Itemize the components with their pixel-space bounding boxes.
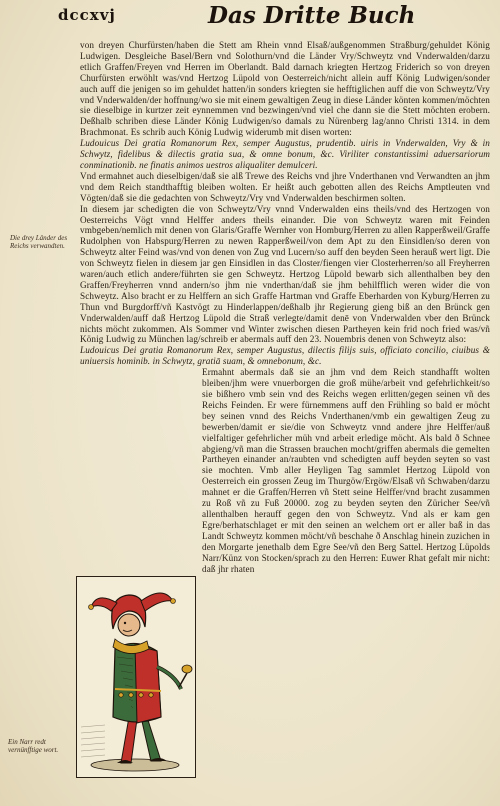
page-title: Das Dritte Buch <box>208 2 416 29</box>
bell <box>129 693 133 697</box>
jester-eye <box>124 622 126 624</box>
paragraph: Ermahnt abermals daß sie an jhm vnd dem Reich standhafft wolten bleiben/jhm were vnuerborgen die groß mühe/arbeit vnd gefehrlichkeit/so sie bißhero vmb sein vnd des Reichs wegen erlitten/gegen seinen vñ des Reichs Feinden. Er were fürnemmens auff den Frühling so bald er möcht bey seinen vnnd des Reichs Vnderthanen/vmb ein gewaltigen Zeug zu bewerben/damit er sie/die von Schweytz vnnd andere jhre Helffer/auß vielfaltiger gefehrlicher müh vnd arbeit erledige möcht. Als bald ð Schnee abgieng/vñ man die Strassen brauchen mocht/griffen abermals die gemelten Partheyen einander an/raubten vnd schedigten auff beyden seyten so vast sie mochten. Vmb aller Heyligen Tag sammlet Hertzog Lüpold von Oesterreich ein grossen Zeug im Thurgöw/Ergöw/Elsaß vñ Schwaben/darzu mahnet er die Graffen/Herren vñ Stett seine Helffer/vnd bracht zusammen zu Roß vñ zu Fuß 20000. zog zu beyden seyten den Züricher See/vñ allenthalben herauff gegen den von Schweytz. Vnd als er kam gen Egre/berhatschlaget er mit den seinen an welchem ort er aller baß in das Landt Schweytz kommen möcht/vñ beschahe ð Anschlag hinein zuzichen in den Morgarte jenethalb dem Egre See/vñ den Berg Sattel. Hertzog Lüpolds Narr/Künz von Stocken/sprach zu den Herren: Euwer Rhat gefalt mir nicht: daß jhr rhaten <box>202 367 490 574</box>
hood-bell <box>171 599 176 604</box>
paragraph: Vnd ermahnet auch dieselbigen/daß sie alß Trewe des Reichs vnd jhre Vnderthanen vnd Verwandten an jhm vnd dem Reich standthafftig bleiben wolten. Er heißt auch gebotten allen des Reichs Amptleuten vnd Vögten/daß sie die gedachten von Schweytz/Vry vnd Vnderwalden beschirmen solten. <box>80 170 490 203</box>
jester-face <box>118 614 140 636</box>
page-header <box>58 2 488 38</box>
marginal-note: Ein Narr redt vernünfftige wort. <box>8 738 59 754</box>
paragraph: In diesem jar schedigten die von Schweytz/Vry vnnd Vnderwalden eins theils/vnd des Hertzogen von Oesterreichs Vögt vnnd Helffer anders theils einander. Die von Schweytz waren mit Feinden vmbgeben/nemlich mit denen von Glaris/Graffe Wernher von Homburg/Herren zu allen Rapperßweil/Graffe Rudolphen von Habspurg/Herren zu newen Rapperßweil/von dem Apt zu den Einsidlen/so deren von Schweytz alter Feind was/vnd von denen von Zug vnd Lucern/so auff den beyden Seen herauß wert ligt. Die von Schweytz fielen in diesem jar gen Einsidlen in das Closter/fiengen vier Closterherren/so all Freyherren waren/auch etlich andere/führten sie gen Schweytz. Hertzog Lüpold bewarb sich allenthalben bey den Graffen/Freyherren vnnd andern/so jhm nie vnderthan/daß sie jhm behilfflich weren wider die von Schweytz. Also bracht er zu Helffern an sich Graffe Hartman vnd Graffe Eberharden von Kyburg/Herren zu Thun vnd Burgdorff/vñ Kastvögt zu Hinderlappen/deßhalb jhr Regierung gieng biß an den Brünck gen Vnderwalden/auff daß Hertzog Lüpold die Straß verlegte/damit denē von Vnderwalden vber den Brünck nichts möcht zukommen. Als Sommer vnd Winter zwischen diesen Partheyen kein frid noch fried was/vñ König Ludwig zu München lag/schreib er abermals auff den 23. Nouembris denen von Schweytz also: <box>80 203 490 345</box>
bell <box>119 693 123 697</box>
paragraph: von dreyen Churfürsten/haben die Stett am Rhein vnnd Elsaß/außgenommen Straßburg/gehuldet König Ludwigen. Desgleiche Basel/Bern vnd Solothurn/vnd die Länder Vry/Schweytz vnd Vnderwalden/darzu etlich Graffen/Freyen vnd Herren im Oberlandt. Bald darnach kriegten Hertzog Friderich so von dreyen Churfürsten erwöhlt was/vnd Hertzog Lüpold von Oesterreich/nicht allein auff König Ludwigen/sonder auch auff die jenigen so im gehuldet hatten/in sonders kriegten sie hefftiglichen auff die von Schweytz/Vry vnd Vnderwalden/der hoffnung/wo sie mit einem gewaltigen Zeug in diese Länder könten kommen/möchten sie dieselbige in kurtzer zeit eynnemmen vnd bezwingen/vnd viel che dann sie die Stett möchten erobern. Deßhalb schriben diese Länder König Ludwigen/so damals zu Nürenberg lag/anno Christi 1314. in dem Brachmonat. Es schrib auch König Ludwig widerumb mit disen worten: <box>80 40 490 138</box>
bauble-head <box>182 665 192 673</box>
bell <box>149 693 153 697</box>
folio-number: dccxvj <box>58 6 116 24</box>
bell <box>139 693 143 697</box>
latin-paragraph: Ludouicus Dei gratia Romanorum Rex, semper Augustus, dilectis filijs suis, officiato concilio, ciuibus & uniuersis hominib. in Schwytz, gratiā suam, & omnebonum, &c. <box>80 345 490 367</box>
marginal-note: Die drey Länder des Reichs verwandten. <box>10 234 68 250</box>
hood-bell <box>89 605 94 610</box>
latin-paragraph: Ludouicus Dei gratia Romanorum Rex, semper Augustus, prudentib. uiris in Vnderwalden, Vry & in Schwytz, fidelibus & dilectis gratia sua, & omne bonum, &c. Viriliter constantissimi aduersariorum conminationib. ne finatis animos uestros aliqualiter demulceri. <box>80 138 490 170</box>
jester-coat-panel <box>135 645 161 723</box>
jester-woodcut-image <box>77 577 195 777</box>
woodcut-placeholder <box>80 369 194 569</box>
woodcut-illustration <box>76 576 196 778</box>
